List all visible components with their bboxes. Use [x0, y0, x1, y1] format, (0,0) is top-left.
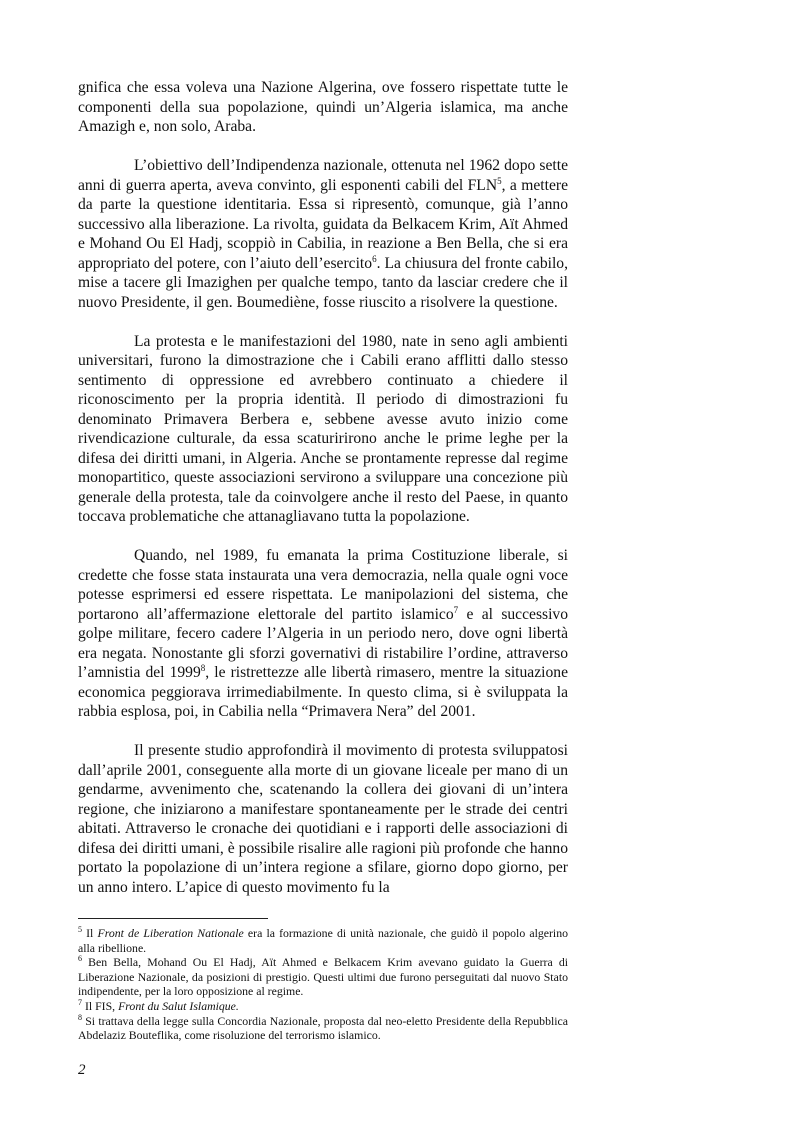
footnotes: [78, 926, 568, 1043]
page-number: 2: [78, 1062, 86, 1078]
paragraph-2-text-c: . La chiusura del fronte cabilo, mise a tacere gli Imazighen per qualche tempo, tanto da lasciar credere che il nuovo Presidente, il gen. Boumediène, fosse riuscito a risolvere la questione.: [78, 254, 568, 311]
footnote-7-pre: Il FIS,: [82, 998, 119, 1013]
paragraph-3: [78, 332, 568, 527]
paragraph-1-text: gnifica che essa voleva una Nazione Algerina, ove fossero rispettate tutte le componenti della sua popolazione, quindi un’Algeria islamica, ma anche Amazigh e, non solo, Araba.: [78, 79, 568, 135]
footnote-6: [78, 955, 568, 999]
footnote-5-pre: Il: [82, 926, 98, 940]
paragraph-1: [78, 78, 568, 137]
paragraph-2: [78, 156, 568, 312]
footnote-5-number: 5: [78, 925, 82, 935]
footnote-7: [78, 999, 568, 1014]
footnote-5-italic: Front de Liberation Nationale: [97, 926, 244, 940]
footnote-6-number: 6: [78, 954, 82, 964]
footnote-ref-7[interactable]: 7: [453, 604, 459, 615]
paragraph-2-text-b: , a mettere da parte la questione identitaria. Essa si ripresentò, comunque, già l’anno successivo alla liberazione. La rivolta, guidata da Belkacem Krim, Aït Ahmed e Mohand Ou El Hadj, scoppiò in Cabilia, in reazione a Ben Bella, che si era appropriato del potere, con l’aiuto dell’esercito: [78, 176, 569, 272]
paragraph-4-text-b: e al successivo golpe militare, fecero cadere l’Algeria in un periodo nero, dove ogni libertà era negata. Nonostante gli sforzi governativi di ristabilire l’ordine, attraverso l’amnistia del 1999: [78, 605, 569, 681]
paragraph-5: [78, 741, 568, 897]
paragraph-5-text: Il presente studio approfondirà il movimento di protesta sviluppatosi dall’aprile 2001, conseguente alla morte di un giovane liceale per mano di un gendarme, avvenimento che, scatenando la collera dei giovani di un’intera regione, che iniziarono a manifestare spontaneamente per le strade dei centri abitati. Attraverso le cronache dei quotidiani e i rapporti delle associazioni di difesa dei diritti umani, è possibile risalire alle ragioni più profonde che hanno portato la popolazione di un’intera regione a sfilare, giorno dopo giorno, per un anno intero. L’apice di questo movimento fu la: [78, 742, 568, 896]
paragraph-4-text-a: Quando, nel 1989, fu emanata la prima Costituzione liberale, si credette che fosse stata instaurata una vera democrazia, nella quale ogni voce potesse esprimersi ed essere rispettata. Le manipolazioni del sistema, che portarono all’affermazione elettorale del partito islamico: [78, 547, 568, 623]
footnote-8: [78, 1014, 568, 1043]
footnote-6-text: Ben Bella, Mohand Ou El Hadj, Aït Ahmed e Belkacem Krim avevano guidato la Guerra di Liberazione Nazionale, da posizioni di prestigio. Questi ultimi due furono perseguitati dal nuovo Stato indipendente, per la loro opposizione al regime.: [78, 955, 568, 999]
footnote-7-number: 7: [78, 998, 82, 1008]
footnote-8-text: Si trattava della legge sulla Concordia Nazionale, proposta dal neo-eletto Presidente della Repubblica Abdelaziz Bouteflika, come risoluzione del terrorismo islamico.: [78, 1013, 568, 1043]
footnote-ref-8[interactable]: 8: [200, 662, 206, 673]
page-body: [78, 78, 568, 917]
footnote-5: [78, 926, 568, 955]
paragraph-2-text-a: L’obiettivo dell’Indipendenza nazionale, ottenuta nel 1962 dopo sette anni di guerra aperta, aveva convinto, gli esponenti cabili del FLN: [78, 157, 568, 194]
footnote-divider: [78, 918, 268, 919]
footnote-ref-5[interactable]: 5: [497, 175, 502, 186]
footnote-ref-6[interactable]: 6: [372, 253, 377, 264]
paragraph-3-text: La protesta e le manifestazioni del 1980, nate in seno agli ambienti universitari, furono la dimostrazione che i Cabili erano afflitti dallo stesso sentimento di oppressione ed avrebbero continuato a chiedere il riconoscimento per la propria identità. Il periodo di dimostrazioni fu denominato Primavera Berbera e, sebbene avesse avuto inizio come rivendicazione culturale, da essa scaturirirono anche le prime leghe per la difesa dei diritti umani, in Algeria. Anche se prontamente represse dal regime monopartitico, queste associazioni servirono a sviluppare una concezione più generale della protesta, tale da coinvolgere anche il resto del Paese, in quanto toccava problematiche che attanagliavano tutta la popolazione.: [78, 332, 568, 525]
footnote-8-number: 8: [78, 1012, 82, 1022]
footnote-5-post: era la formazione di unità nazionale, che guidò il popolo algerino alla ribellione.: [78, 926, 569, 955]
footnote-7-italic: Front du Salut Islamique.: [118, 998, 239, 1013]
paragraph-4: [78, 546, 568, 722]
paragraph-4-text-c: , le ristrettezze alle libertà rimasero, mentre la situazione economica peggiorava irrimediabilmente. In questo clima, si è sviluppata la rabbia esplosa, poi, in Cabilia nella “Primavera Nera” del 2001.: [78, 664, 568, 720]
